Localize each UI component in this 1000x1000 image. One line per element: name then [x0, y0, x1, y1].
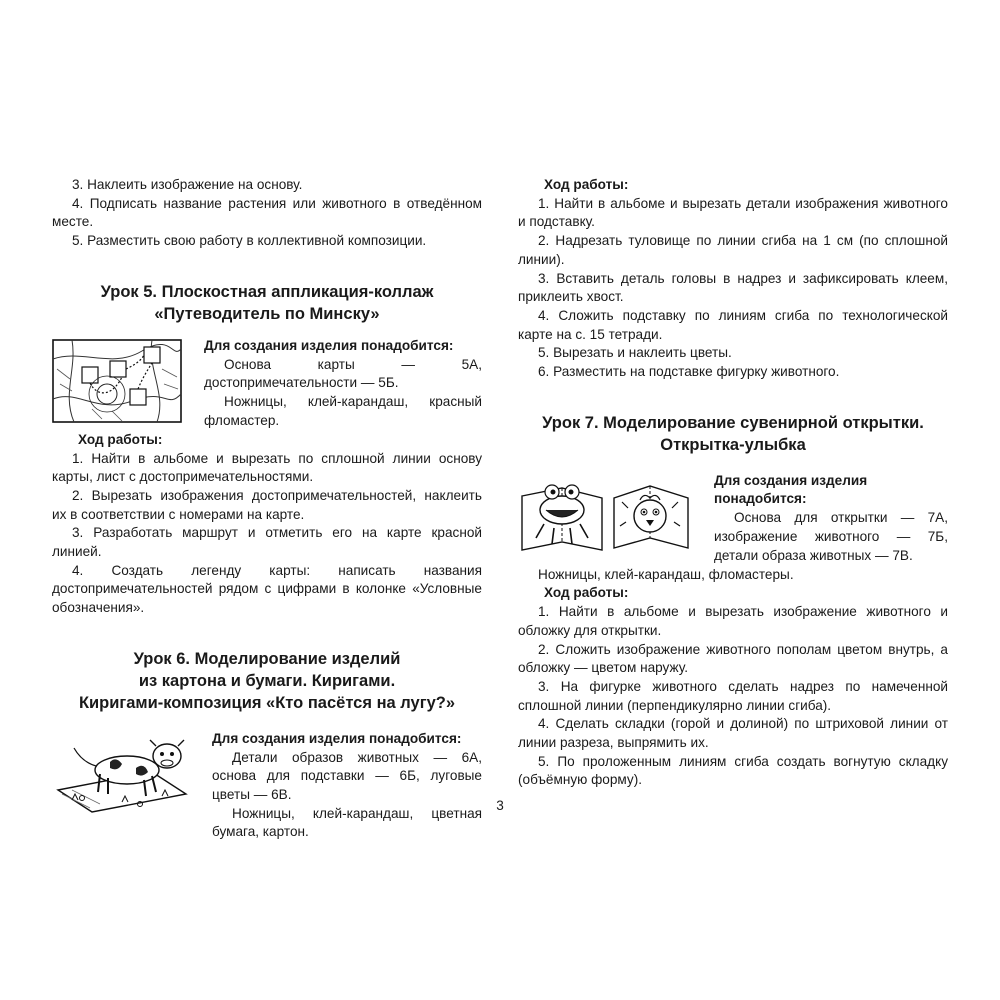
lesson6-step-1: 1. Найти в альбоме и вырезать детали изображения животного и подставку.	[518, 195, 948, 230]
lesson7-materials-heading: Для создания изделия понадобится:	[714, 472, 868, 507]
lesson7-work-heading: Ход работы:	[544, 585, 629, 601]
intro-step-5: 5. Разместить свою работу в коллективной композиции.	[72, 233, 427, 249]
minsk-map-illustration	[52, 339, 182, 423]
lesson5-title-line1: Урок 5. Плоскостная аппликация-коллаж	[100, 282, 434, 301]
lesson6-material-1: Детали образов животных — 6А, основа для подставки — 6Б, луговые цветы — 6В.	[212, 749, 482, 802]
lesson7-step-1: 1. Найти в альбоме и вырезать изображение животного и обложку для открытки.	[518, 604, 948, 638]
left-column	[52, 176, 482, 840]
intro-step-3: 3. Наклеить изображение на основу.	[72, 177, 303, 192]
lesson5-material-1: Основа карты — 5А, достопримечательности — 5Б.	[204, 356, 482, 391]
lesson5-work-heading: Ход работы:	[78, 431, 163, 447]
smile-card-illustration	[518, 472, 694, 556]
lesson7-step-4: 4. Сделать складки (горой и долиной) по штриховой линии от линии разреза, выпрямить их.	[518, 716, 948, 751]
lesson6-step-3: 3. Вставить деталь головы в надрез и зафиксировать клеем, приклеить хвост.	[518, 270, 948, 305]
lesson6-work-heading: Ход работы:	[544, 177, 629, 192]
lesson5-materials-block	[52, 337, 482, 431]
lesson7-step-5: 5. По проложенным линиям сгиба создать вогнутую складку (объёмную форму).	[518, 753, 948, 788]
lesson5-title-line2: «Путеводитель по Минску»	[154, 304, 380, 323]
lesson6-material-2: Ножницы, клей-карандаш, цветная бумага, картон.	[212, 805, 482, 840]
lesson7-material-2: Ножницы, клей-карандаш, фломастеры.	[538, 566, 794, 582]
intro-step-4: 4. Подписать название растения или животного в отведённом месте.	[52, 195, 482, 230]
lesson5-step-2: 2. Вырезать изображения достопримечательностей, наклеить их в соответствии с номерами на карте.	[52, 487, 482, 522]
lesson7-title-line1: Урок 7. Моделирование сувенирной открытки.	[542, 413, 924, 432]
lesson7-materials-block	[518, 472, 948, 566]
lesson5-materials-heading: Для создания изделия понадобится:	[204, 337, 454, 353]
lesson6-title-line1: Урок 6. Моделирование изделий	[133, 649, 401, 668]
page-number: 3	[496, 798, 504, 813]
lesson7-step-2: 2. Сложить изображение животного пополам цветом внутрь, а обложку — цветом наружу.	[518, 641, 948, 676]
lesson6-materials-heading: Для создания изделия понадобится:	[212, 730, 462, 746]
lesson5-step-1: 1. Найти в альбоме и вырезать по сплошной линии основу карты, лист с достопримечательностями.	[52, 450, 482, 485]
lesson5-step-3: 3. Разработать маршрут и отметить его на карте красной линией.	[52, 525, 482, 560]
lesson6-materials-block	[52, 730, 482, 840]
lesson6-step-6: 6. Разместить на подставке фигурку животного.	[538, 364, 840, 380]
lesson6-title-line3: Киригами-композиция «Кто пасётся на лугу?»	[78, 693, 456, 712]
lesson5-material-2: Ножницы, клей-карандаш, красный фломастер.	[204, 393, 482, 428]
lesson7-step-3: 3. На фигурке животного сделать надрез по намеченной сплошной линии (перпендикулярно линии сгиба).	[518, 678, 948, 713]
lesson6-step-5: 5. Вырезать и наклеить цветы.	[538, 345, 732, 361]
lesson6-step-4: 4. Сложить подставку по линиям сгиба по технологической карте на с. 15 тетради.	[518, 307, 948, 342]
lesson5-step-4: 4. Создать легенду карты: написать названия достопримечательностей рядом с цифрами в колонке «Условные обозначения».	[52, 562, 482, 616]
lesson6-step-2: 2. Надрезать туловище по линии сгиба на 1 см (по сплошной линии).	[518, 233, 948, 267]
right-column	[518, 176, 948, 790]
lesson6-title-line2: из картона и бумаги. Киригами.	[138, 671, 396, 690]
lesson7-material-1: Основа для открытки — 7А, изображение животного — 7Б, детали образа животных — 7В.	[714, 510, 948, 563]
lesson7-title-line2: Открытка-улыбка	[660, 435, 806, 454]
